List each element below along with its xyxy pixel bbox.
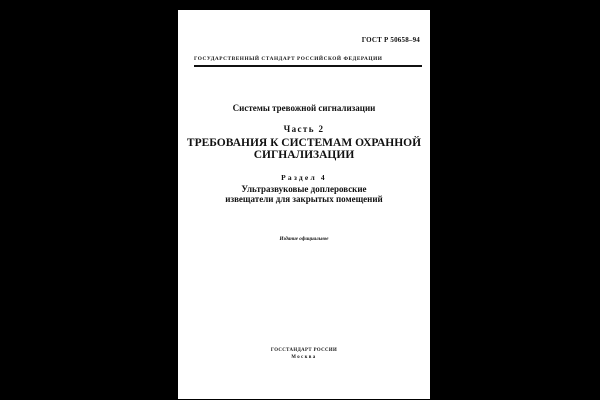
part-label: Часть 2 — [283, 124, 325, 134]
header-rule — [194, 65, 422, 67]
section-title-line: извещатели для закрытых помещений — [225, 194, 383, 204]
edition-note: Издание официальное — [279, 237, 329, 242]
publisher: ГОССТАНДАРТ РОССИИ — [270, 348, 338, 353]
section-title — [178, 184, 430, 204]
section-label: Раздел 4 — [281, 173, 327, 182]
main-title-line: ТРЕБОВАНИЯ К СИСТЕМАМ ОХРАННОЙ — [186, 137, 422, 149]
section-title-line: Ультразвуковые доплеровские — [241, 184, 367, 194]
city: Москва — [291, 355, 317, 360]
main-title — [178, 137, 430, 161]
document-number: ГОСТ Р 50658–94 — [361, 36, 420, 44]
document-page — [178, 10, 430, 399]
series-title: Системы тревожной сигнализации — [232, 103, 376, 113]
main-title-line: СИГНАЛИЗАЦИИ — [253, 149, 355, 161]
standard-header: ГОСУДАРСТВЕННЫЙ СТАНДАРТ РОССИЙСКОЙ ФЕДЕРАЦИИ — [194, 56, 383, 62]
